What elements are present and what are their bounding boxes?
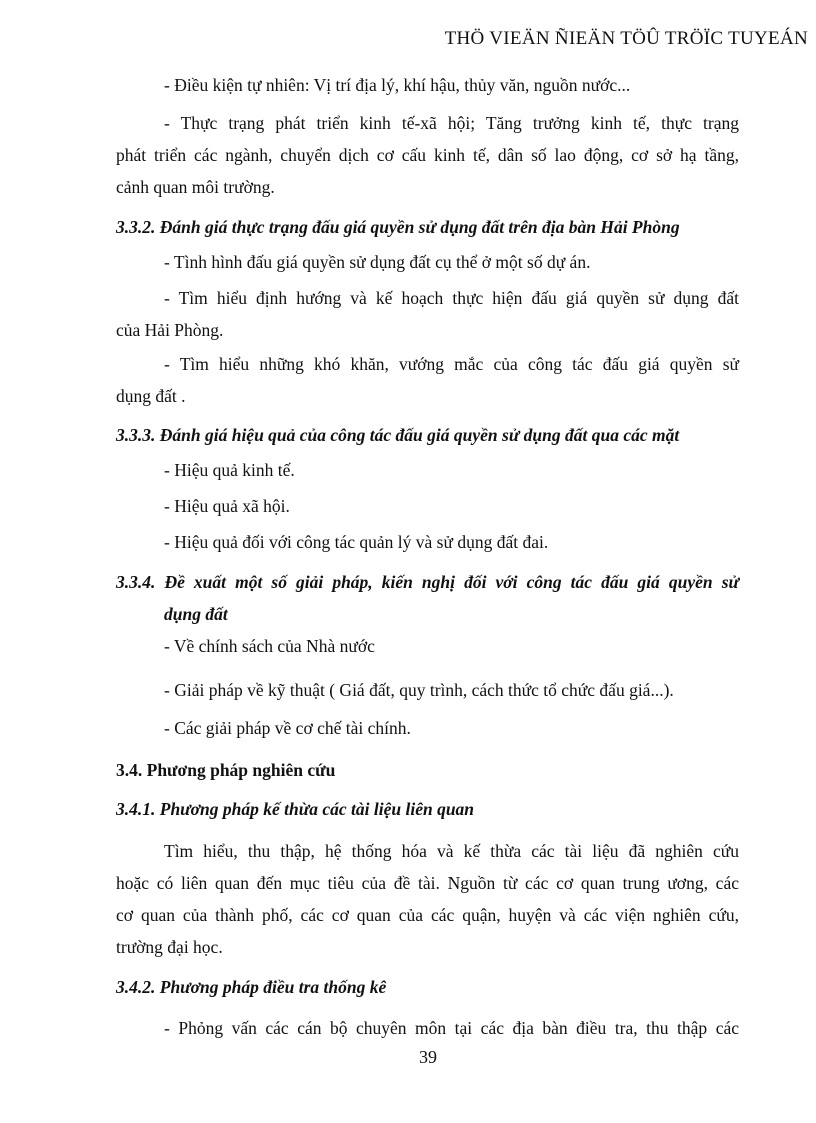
bullet-interviews: - Phỏng vấn các cán bộ chuyên môn tại các địa bàn điều tra, thu thập các	[164, 1018, 739, 1038]
paragraph-line: cảnh quan môi trường.	[116, 177, 275, 197]
bullet-state-policy: - Về chính sách của Nhà nước	[164, 636, 375, 656]
section-heading-3-3-2: 3.3.2. Đánh giá thực trạng đấu giá quyền sử dụng đất trên địa bàn Hải Phòng	[116, 217, 680, 237]
section-heading-3-3-4-continued: dụng đất	[164, 604, 228, 624]
section-heading-3-4-2: 3.4.2. Phương pháp điều tra thống kê	[116, 977, 387, 997]
page-number: 39	[419, 1047, 437, 1067]
bullet-auction-situation: - Tình hình đấu giá quyền sử dụng đất cụ thể ở một số dự án.	[164, 252, 591, 272]
paragraph-line: hoặc có liên quan đến mục tiêu của đề tài. Nguồn từ các cơ quan trung ương, các	[116, 873, 739, 893]
section-heading-3-3-4: 3.3.4. Đề xuất một số giải pháp, kiến nghị đối với công tác đấu giá quyền sử	[116, 572, 739, 592]
bullet-natural-conditions: - Điều kiện tự nhiên: Vị trí địa lý, khí hậu, thủy văn, nguồn nước...	[164, 75, 631, 95]
section-heading-3-3-3: 3.3.3. Đánh giá hiệu quả của công tác đấu giá quyền sử dụng đất qua các mặt	[116, 425, 680, 445]
bullet-social-efficiency: - Hiệu quả xã hội.	[164, 496, 290, 516]
bullet-management-efficiency: - Hiệu quả đối với công tác quản lý và sử dụng đất đai.	[164, 532, 549, 552]
paragraph-line: của Hải Phòng.	[116, 320, 224, 340]
paragraph-line: Tìm hiểu, thu thập, hệ thống hóa và kế thừa các tài liệu đã nghiên cứu	[164, 841, 739, 861]
paragraph-line: trường đại học.	[116, 937, 223, 957]
paragraph-line: phát triển các ngành, chuyển dịch cơ cấu kinh tế, dân số lao động, cơ sở hạ tầng,	[116, 145, 739, 165]
bullet-difficulties: - Tìm hiểu những khó khăn, vướng mắc của công tác đấu giá quyền sử	[164, 354, 739, 374]
paragraph-line: cơ quan của thành phố, các cơ quan của các quận, huyện và các viện nghiên cứu,	[116, 905, 739, 925]
bullet-financial-mechanism: - Các giải pháp về cơ chế tài chính.	[164, 718, 411, 738]
section-heading-3-4-1: 3.4.1. Phương pháp kế thừa các tài liệu liên quan	[116, 799, 475, 819]
paragraph-line: dụng đất .	[116, 386, 186, 406]
bullet-economic-efficiency: - Hiệu quả kinh tế.	[164, 460, 295, 480]
section-heading-3-4: 3.4. Phương pháp nghiên cứu	[116, 760, 336, 780]
bullet-socioeconomic-status: - Thực trạng phát triển kinh tế-xã hội; Tăng trưởng kinh tế, thực trạng	[164, 113, 739, 133]
bullet-orientation-plan: - Tìm hiểu định hướng và kế hoạch thực hiện đấu giá quyền sử dụng đất	[164, 288, 739, 308]
page-header: THÖ VIEÄN ÑIEÄN TÖÛ TRÖÏC TUYEÁN	[444, 28, 808, 49]
bullet-technical-solutions: - Giải pháp về kỹ thuật ( Giá đất, quy trình, cách thức tổ chức đấu giá...).	[164, 680, 674, 700]
